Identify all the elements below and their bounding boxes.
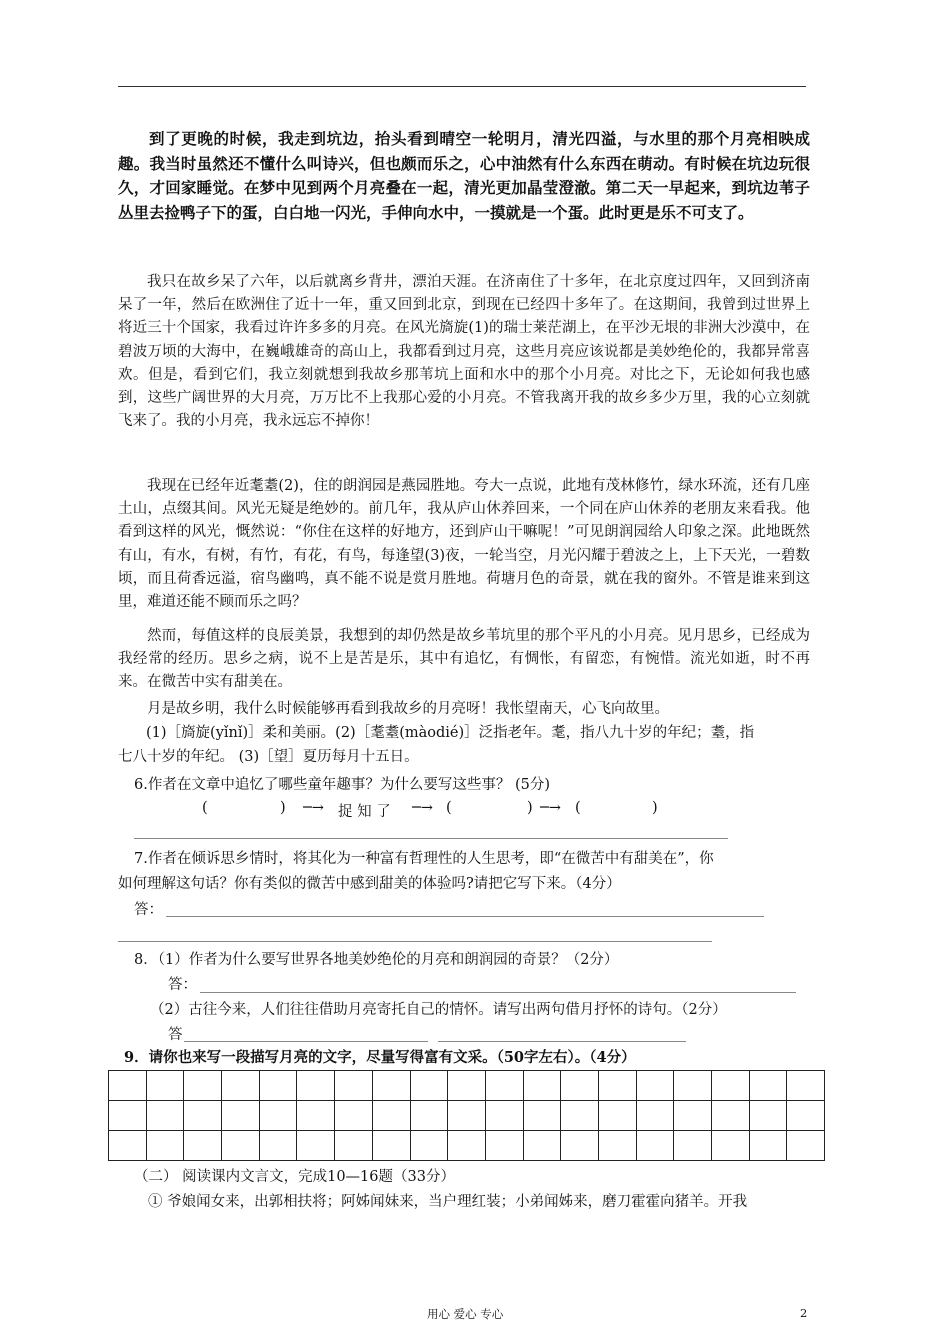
grid-cell[interactable] <box>335 1131 373 1161</box>
grid-cell[interactable] <box>410 1131 448 1161</box>
paragraph-langrun-garden: 我现在已经年近耄耋(2)，住的朗润园是燕园胜地。夸大一点说，此地有茂林修竹，绿水环流，还有几座土山，点缀其间。风光无疑是绝妙的。前几年，我从庐山休养回来，一个同在庐山休养的老朋友来看我。他看到这样的风光，慨然说：“你住在这样的好地方，还到庐山干嘛呢！”可见朗润园给人印象之深。此地既然有山，有水，有树，有竹，有花，有鸟，每逢望(3)夜，一轮当空，月光闪耀于碧波之上，上下天光，一碧数顷，而且荷香远溢，宿鸟幽鸣，真不能不说是赏月胜地。荷塘月色的奇景，就在我的窗外。不管是谁来到这里，难道还能不顾而乐之吗？ <box>118 478 810 611</box>
header-rule <box>118 86 806 87</box>
grid-cell[interactable] <box>561 1131 599 1161</box>
grid-row <box>109 1131 825 1161</box>
question-7-answer-line-2[interactable] <box>118 941 712 942</box>
paragraph-homesick: 然而，每值这样的良辰美景，我想到的却仍然是故乡苇坑里的那个平凡的小月亮。见月思乡，已经成为我经常的经历。思乡之病，说不上是苦是乐，其中有追忆，有惆怅，有留恋，有惋惜。流光如逝，时不再来。在微苦中实有甜美在。 <box>118 628 810 691</box>
flow-blank-3-open: ( <box>575 800 581 816</box>
grid-cell[interactable] <box>372 1131 410 1161</box>
flow-arrow-icon: ─→ <box>303 800 324 816</box>
grid-cell[interactable] <box>297 1101 335 1131</box>
grid-cell[interactable] <box>636 1071 674 1101</box>
grid-cell[interactable] <box>372 1101 410 1131</box>
grid-cell[interactable] <box>561 1101 599 1131</box>
notes-line-2: 七八十岁的年纪。 (3)［望］夏历每月十五日。 <box>118 749 419 765</box>
flow-blank-1-close: ) <box>280 800 286 816</box>
question-8-answer-2-line-a[interactable] <box>184 1041 428 1042</box>
grid-cell[interactable] <box>222 1131 260 1161</box>
grid-cell[interactable] <box>523 1071 561 1101</box>
flow-catch-cicada: 捉 知 了 <box>338 804 391 820</box>
question-6-answer-line[interactable] <box>134 838 728 839</box>
grid-cell[interactable] <box>598 1131 636 1161</box>
grid-cell[interactable] <box>712 1131 750 1161</box>
grid-cell[interactable] <box>523 1101 561 1131</box>
paragraph-travels: 我只在故乡呆了六年，以后就离乡背井，漂泊天涯。在济南住了十多年，在北京度过四年，又回到济南呆了一年，然后在欧洲住了近十一年，重又回到北京，到现在已经四十多年了。在这期间，我曾到过世界上将近三十个国家，我看过许许多多的月亮。在风光旖旋(1)的瑞士莱茫湖上，在平沙无垠的非洲大沙漠中，在碧波万顷的大海中，在巍峨雄奇的高山上，我都看到过月亮，这些月亮应该说都是美妙绝伦的，我都异常喜欢。但是，看到它们，我立刻就想到我故乡那苇坑上面和水中的那个小月亮。对比之下，无论如何我也感到，这些广阔世界的大月亮，万万比不上我那心爱的小月亮。不管我离开我的故乡多少万里，我的心立刻就飞来了。我的小月亮，我永远忘不掉你！ <box>118 274 810 430</box>
grid-cell[interactable] <box>410 1101 448 1131</box>
grid-cell[interactable] <box>787 1071 825 1101</box>
writing-grid[interactable] <box>108 1070 825 1161</box>
grid-cell[interactable] <box>749 1131 787 1161</box>
grid-cell[interactable] <box>787 1131 825 1161</box>
flow-arrow-icon: ─→ <box>540 800 561 816</box>
grid-cell[interactable] <box>297 1131 335 1161</box>
grid-cell[interactable] <box>448 1071 486 1101</box>
grid-cell[interactable] <box>297 1071 335 1101</box>
grid-cell[interactable] <box>146 1131 184 1161</box>
grid-cell[interactable] <box>674 1101 712 1131</box>
section-2-title: （二） 阅读课内文言文，完成10—16题（33分） <box>134 1169 455 1185</box>
question-6: 6.作者在文章中追忆了哪些童年趣事？为什么要写这些事？ (5分) <box>134 777 550 793</box>
grid-cell[interactable] <box>561 1071 599 1101</box>
grid-row <box>109 1101 825 1131</box>
grid-cell[interactable] <box>448 1131 486 1161</box>
grid-cell[interactable] <box>523 1131 561 1161</box>
grid-cell[interactable] <box>485 1131 523 1161</box>
grid-cell[interactable] <box>109 1101 147 1131</box>
grid-cell[interactable] <box>485 1101 523 1131</box>
question-7-answer-line[interactable] <box>166 916 764 917</box>
grid-cell[interactable] <box>448 1101 486 1131</box>
grid-cell[interactable] <box>372 1071 410 1101</box>
grid-cell[interactable] <box>222 1101 260 1131</box>
question-9: 9．请你也来写一段描写月亮的文字，尽量写得富有文采。（50字左右）。（4分） <box>124 1049 636 1066</box>
grid-cell[interactable] <box>222 1071 260 1101</box>
grid-cell[interactable] <box>259 1131 297 1161</box>
grid-cell[interactable] <box>146 1071 184 1101</box>
grid-cell[interactable] <box>410 1071 448 1101</box>
question-8-answer-2-line-b[interactable] <box>438 1041 686 1042</box>
grid-cell[interactable] <box>335 1101 373 1131</box>
grid-cell[interactable] <box>674 1131 712 1161</box>
grid-cell[interactable] <box>184 1071 222 1101</box>
grid-cell[interactable] <box>109 1071 147 1101</box>
flow-blank-3-close: ) <box>652 800 658 816</box>
flow-blank-2-open: ( <box>446 800 452 816</box>
question-8-part-2: （2）古往今来，人们往往借助月亮寄托自己的情怀。请写出两句借月抒怀的诗句。（2分） <box>150 1002 727 1018</box>
flow-arrow-icon: ─→ <box>412 800 433 816</box>
grid-cell[interactable] <box>712 1101 750 1131</box>
question-8-answer-1-label: 答： <box>168 977 197 993</box>
question-7-answer-label: 答： <box>134 902 163 918</box>
grid-cell[interactable] <box>485 1071 523 1101</box>
grid-cell[interactable] <box>259 1071 297 1101</box>
grid-cell[interactable] <box>787 1101 825 1131</box>
section-2-text: ① 爷娘闻女来，出郭相扶将；阿姊闻妹来，当户理红装；小弟闻姊来，磨刀霍霍向猪羊。开我 <box>148 1194 748 1210</box>
flow-blank-2-close: ) <box>527 800 533 816</box>
grid-cell[interactable] <box>184 1101 222 1131</box>
question-7-line-2: 如何理解这句话？你有类似的微苦中感到甜美的体验吗?请把它写下来。（4分） <box>118 876 621 892</box>
grid-cell[interactable] <box>598 1101 636 1131</box>
paragraph-closing: 月是故乡明，我什么时候能够再看到我故乡的月亮呀！我怅望南天，心飞向故里。 <box>147 701 669 717</box>
page-number: 2 <box>800 1306 808 1320</box>
question-8-answer-1-line[interactable] <box>200 992 796 993</box>
paragraph-childhood-moon: 到了更晚的时候，我走到坑边，抬头看到晴空一轮明月，清光四溢，与水里的那个月亮相映成趣。我当时虽然还不懂什么叫诗兴，但也颇而乐之，心中油然有什么东西在萌动。有时候在坑边玩很久，才回家睡觉。在梦中见到两个月亮叠在一起，清光更加晶莹澄澈。第二天一早起来，到坑边苇子丛里去捡鸭子下的蛋，白白地一闪光，手伸向水中，一摸就是一个蛋。此时更是乐不可支了。 <box>118 130 810 222</box>
grid-cell[interactable] <box>184 1131 222 1161</box>
question-7-line-1: 7.作者在倾诉思乡情时，将其化为一种富有哲理性的人生思考，即“在微苦中有甜美在”，你 <box>134 851 714 867</box>
grid-cell[interactable] <box>259 1101 297 1131</box>
grid-cell[interactable] <box>335 1071 373 1101</box>
notes-line-1: (1)［旖旋(yǐnǐ)］柔和美丽。(2)［耄耋(màodié)］泛指老年。耄，指八九十岁的年纪；耋，指 <box>146 725 755 741</box>
grid-cell[interactable] <box>598 1071 636 1101</box>
grid-cell[interactable] <box>109 1131 147 1161</box>
grid-cell[interactable] <box>749 1101 787 1131</box>
footer-motto: 用心 爱心 专心 <box>427 1307 504 1321</box>
question-8-answer-2-label: 答 <box>168 1027 183 1043</box>
flow-blank-1-open: ( <box>202 800 208 816</box>
question-8-part-1: 8．（1）作者为什么要写世界各地美妙绝伦的月亮和朗润园的奇景？（2分） <box>134 952 619 968</box>
grid-cell[interactable] <box>712 1071 750 1101</box>
grid-row <box>109 1071 825 1101</box>
grid-cell[interactable] <box>749 1071 787 1101</box>
grid-cell[interactable] <box>636 1101 674 1131</box>
grid-cell[interactable] <box>636 1131 674 1161</box>
grid-cell[interactable] <box>146 1101 184 1131</box>
grid-cell[interactable] <box>674 1071 712 1101</box>
